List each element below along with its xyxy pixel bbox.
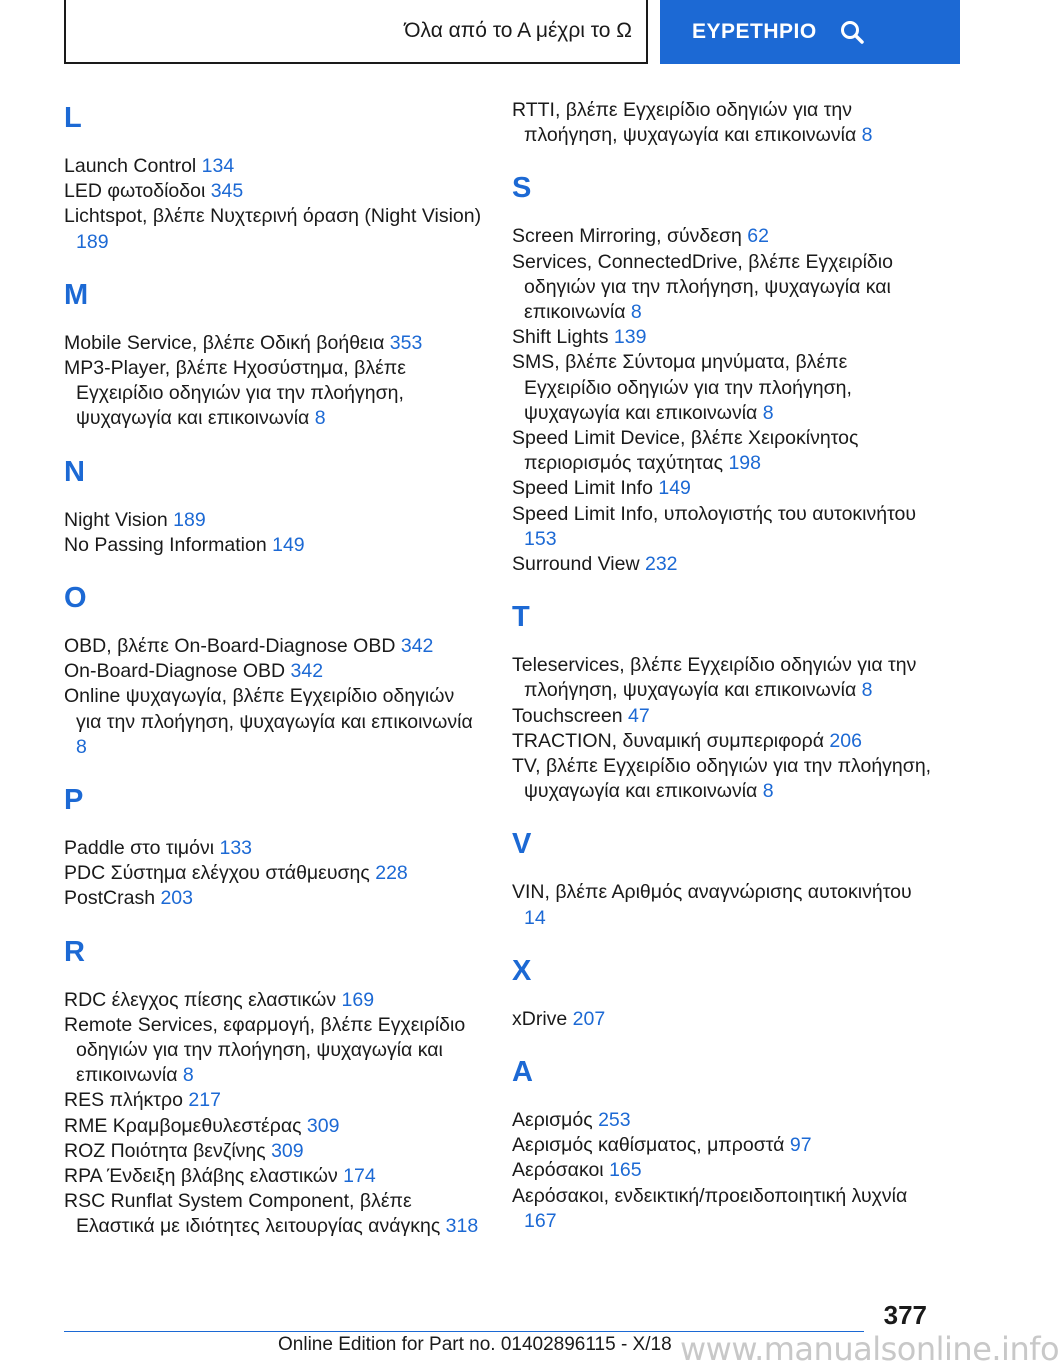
index-entry-page-link[interactable]: 189 — [173, 508, 206, 531]
index-entry[interactable] — [512, 1158, 932, 1183]
index-entry[interactable] — [64, 988, 484, 1013]
index-entry-page-link[interactable]: 309 — [306, 1114, 340, 1137]
index-entry-text: Αερισμός καθίσματος, μπροστά — [512, 1134, 790, 1157]
page-header — [64, 0, 960, 64]
index-entry-text: Αερόσακοι, ενδεικτική/προειδοποιητική λυχνία — [512, 1184, 908, 1207]
index-entry[interactable] — [512, 502, 932, 552]
index-letter-heading: R — [64, 935, 85, 968]
index-entry[interactable] — [64, 1139, 484, 1164]
index-letter-heading: P — [64, 784, 84, 817]
index-entry-text: Mobile Service, βλέπε Οδική βοήθεια — [64, 331, 390, 354]
index-entry[interactable] — [64, 1164, 484, 1189]
index-entry-text: Αερισμός — [512, 1109, 599, 1132]
index-entry-text: No Passing Information — [64, 533, 273, 556]
index-entry-page-link[interactable]: 8 — [182, 1064, 194, 1087]
index-entry[interactable] — [512, 1133, 932, 1158]
index-group — [512, 172, 932, 577]
index-entry[interactable] — [512, 426, 932, 476]
index-entry[interactable] — [64, 356, 484, 432]
index-entry-text: Screen Mirroring, σύνδεση — [512, 225, 748, 248]
tab-index-label: ΕΥΡΕΤΗΡΙΟ — [692, 20, 817, 43]
index-entry-text: RSC Runflat System Component, βλέπε Ελαστικά με ιδιότητες λειτουργίας ανάγκης — [64, 1190, 446, 1238]
index-entry-page-link[interactable]: 203 — [160, 887, 193, 910]
index-letter-heading: L — [64, 102, 82, 134]
index-entry-page-link[interactable]: 206 — [829, 729, 862, 752]
index-entry-text: RES πλήκτρο — [64, 1089, 189, 1112]
index-entry-page-link[interactable]: 97 — [789, 1134, 812, 1157]
index-entry-page-link[interactable]: 207 — [572, 1007, 606, 1030]
index-letter-heading: A — [512, 1056, 533, 1089]
index-entry[interactable] — [512, 729, 932, 754]
index-entry-page-link[interactable]: 134 — [201, 155, 235, 177]
index-entry-text: xDrive — [512, 1007, 573, 1030]
index-entry-text: RDC έλεγχος πίεσης ελαστικών — [64, 988, 342, 1011]
index-entry[interactable] — [512, 224, 932, 249]
index-entry[interactable] — [512, 98, 932, 148]
index-entry-text: Speed Limit Info — [512, 477, 659, 500]
index-letter-heading: M — [64, 278, 89, 311]
index-entry-text: Services, ConnectedDrive, βλέπε Εγχειρίδιο οδηγιών για την πλοήγηση, ψυχαγωγία και επικοινωνία — [512, 250, 893, 324]
index-entry[interactable] — [512, 1108, 932, 1133]
index-entry[interactable] — [64, 179, 484, 204]
index-group — [64, 784, 484, 912]
index-entry-page-link[interactable]: 133 — [219, 837, 253, 860]
index-entry-text: Paddle στο τιμόνι — [64, 837, 220, 860]
index-entry-page-link[interactable]: 149 — [658, 477, 691, 500]
footer-edition: Online Edition for Part no. 01402896115 - X/18 — [278, 1334, 672, 1355]
index-entry-text: Touchscreen — [512, 704, 628, 727]
index-group — [512, 828, 932, 930]
index-entry-text: Lichtspot, βλέπε Νυχτερινή όραση (Night Vision) — [64, 205, 482, 228]
index-entry-page-link[interactable]: 8 — [630, 301, 642, 324]
index-entry[interactable] — [64, 331, 484, 356]
index-entry-page-link[interactable]: 139 — [613, 326, 647, 349]
index-group — [512, 1056, 932, 1234]
index-entry[interactable] — [64, 634, 484, 659]
index-entry[interactable] — [64, 154, 484, 179]
index-entry-text: PostCrash — [64, 887, 161, 910]
index-entry-text: Surround View — [512, 553, 645, 576]
tab-a-to-z-label: Όλα από το Α μέχρι το Ω — [404, 19, 632, 42]
index-entry[interactable] — [512, 1007, 932, 1032]
index-entry-text: Teleservices, βλέπε Εγχειρίδιο οδηγιών για την πλοήγηση, ψυχαγωγία και επικοινωνία — [512, 654, 917, 702]
index-group — [64, 279, 484, 432]
index-entry-text: RME Κραμβομεθυλεστέρας — [64, 1114, 307, 1137]
index-entry-page-link[interactable]: 149 — [272, 533, 305, 556]
index-group — [512, 955, 932, 1032]
index-group — [512, 601, 932, 804]
index-entry-text: SMS, βλέπε Σύντομα μηνύματα, βλέπε Εγχειρίδιο οδηγιών για την πλοήγηση, ψυχαγωγία και επικοινωνία — [512, 351, 852, 424]
index-entry-page-link[interactable]: 169 — [341, 988, 375, 1011]
index-entry[interactable] — [64, 1189, 484, 1239]
index-entry-text: VIN, βλέπε Αριθμός αναγνώρισης αυτοκινήτου — [512, 881, 912, 904]
index-entry-page-link[interactable]: 8 — [861, 124, 873, 147]
index-entry-page-link[interactable]: 342 — [290, 660, 324, 683]
tab-index[interactable] — [660, 0, 960, 64]
index-group — [64, 456, 484, 558]
index-group — [512, 98, 932, 148]
index-entry-page-link[interactable]: 174 — [343, 1165, 376, 1188]
index-entry[interactable] — [512, 250, 932, 326]
index-entry[interactable] — [512, 476, 932, 501]
page-number: 377 — [883, 1300, 927, 1330]
index-entry[interactable] — [64, 836, 484, 861]
index-entry-page-link[interactable]: 309 — [271, 1139, 304, 1162]
index-entry[interactable] — [64, 1114, 484, 1139]
index-entry-page-link[interactable]: 318 — [445, 1215, 479, 1238]
index-entry-page-link[interactable]: 8 — [762, 401, 774, 424]
index-entry-page-link[interactable]: 228 — [375, 862, 408, 885]
index-letter-heading: T — [512, 601, 530, 634]
index-entry-text: Remote Services, εφαρμογή, βλέπε Εγχειρίδιο οδηγιών για την πλοήγηση, ψυχαγωγία και επικοινωνία — [64, 1013, 466, 1087]
index-group — [64, 102, 484, 255]
index-entry[interactable] — [64, 1013, 484, 1089]
index-entry-text: On-Board-Diagnose OBD — [64, 660, 291, 683]
index-entry[interactable] — [512, 704, 932, 729]
index-entry-text: Speed Limit Device, βλέπε Χειροκίνητος περιορισμός ταχύτητας — [512, 427, 859, 475]
index-entry-text: Αερόσακοι — [512, 1159, 610, 1182]
index-entry-page-link[interactable]: 253 — [598, 1109, 631, 1132]
index-entry-page-link[interactable]: 345 — [210, 180, 244, 203]
index-entry-text: MP3-Player, βλέπε Ηχοσύστημα, βλέπε Εγχειρίδιο οδηγιών για την πλοήγηση, ψυχαγωγία και επικοινωνία — [64, 357, 406, 430]
index-entry-page-link[interactable]: 217 — [188, 1089, 221, 1112]
index-group — [64, 936, 484, 1240]
index-entry-text: TV, βλέπε Εγχειρίδιο οδηγιών για την πλοήγηση, ψυχαγωγία και επικοινωνία — [512, 755, 932, 803]
index-column-left — [64, 98, 484, 1264]
index-entry-page-link[interactable]: 342 — [400, 635, 434, 658]
index-entry[interactable] — [64, 533, 484, 558]
index-entry-page-link[interactable]: 47 — [627, 704, 650, 727]
index-entry[interactable] — [64, 659, 484, 684]
index-entry[interactable] — [512, 880, 932, 930]
watermark: www.manualsonline.info — [680, 1330, 1059, 1368]
index-entry-page-link[interactable]: 8 — [76, 735, 87, 758]
index-entry[interactable] — [64, 508, 484, 533]
index-entry-text: RPA Ένδειξη βλάβης ελαστικών — [64, 1165, 344, 1188]
index-entry-text: Shift Lights — [512, 326, 614, 349]
index-letter-heading: S — [512, 172, 532, 205]
index-entry-page-link[interactable]: 189 — [76, 230, 109, 253]
index-entry-text: LED φωτοδίοδοι — [64, 180, 211, 203]
index-entry-page-link[interactable]: 165 — [609, 1159, 642, 1182]
index-entry-text: Speed Limit Info, υπολογιστής του αυτοκινήτου — [512, 502, 917, 525]
index-entry[interactable] — [64, 861, 484, 886]
index-entry-text: Launch Control — [64, 155, 202, 177]
index-entry-page-link[interactable]: 8 — [314, 407, 326, 430]
index-entry[interactable] — [64, 1088, 484, 1113]
index-entry-page-link[interactable]: 232 — [644, 553, 678, 576]
index-entry[interactable] — [512, 325, 932, 350]
index-letter-heading: X — [512, 954, 532, 987]
index-entry-page-link[interactable]: 198 — [728, 452, 761, 475]
index-entry[interactable] — [512, 350, 932, 426]
index-letter-heading: V — [512, 828, 532, 861]
index-entry-page-link[interactable]: 167 — [524, 1209, 557, 1232]
index-entry-page-link[interactable]: 14 — [524, 906, 546, 929]
index-entry-page-link[interactable]: 353 — [389, 331, 423, 354]
index-entry-page-link[interactable]: 8 — [762, 780, 774, 803]
index-entry[interactable] — [64, 886, 484, 911]
index-entry-text: Night Vision — [64, 508, 174, 531]
index-entry[interactable] — [512, 653, 932, 703]
index-entry[interactable] — [64, 204, 484, 254]
index-column-right — [512, 98, 932, 1258]
index-entry-page-link[interactable]: 153 — [524, 527, 557, 550]
index-letter-heading: N — [64, 455, 85, 488]
index-entry[interactable] — [512, 552, 932, 577]
index-entry-text: OBD, βλέπε On-Board-Diagnose OBD — [64, 635, 401, 658]
index-letter-heading: O — [64, 582, 87, 615]
index-entry-text: ROZ Ποιότητα βενζίνης — [64, 1139, 272, 1162]
index-group — [64, 582, 484, 760]
index-entry-text: Online ψυχαγωγία, βλέπε Εγχειρίδιο οδηγιών για την πλοήγηση, ψυχαγωγία και επικοινωνία — [64, 685, 473, 733]
index-entry[interactable] — [512, 1184, 932, 1234]
tab-a-to-z[interactable] — [64, 0, 648, 64]
index-entry[interactable] — [512, 754, 932, 804]
index-entry[interactable] — [64, 684, 484, 760]
index-entry-text: TRACTION, δυναμική συμπεριφορά — [512, 729, 830, 752]
search-icon — [839, 19, 865, 45]
index-entry-page-link[interactable]: 62 — [747, 225, 769, 248]
index-entry-text: RTTI, βλέπε Εγχειρίδιο οδηγιών για την πλοήγηση, ψυχαγωγία και επικοινωνία — [512, 99, 862, 147]
index-entry-page-link[interactable]: 8 — [861, 679, 873, 702]
index-entry-text: PDC Σύστημα ελέγχου στάθμευσης — [64, 862, 376, 885]
